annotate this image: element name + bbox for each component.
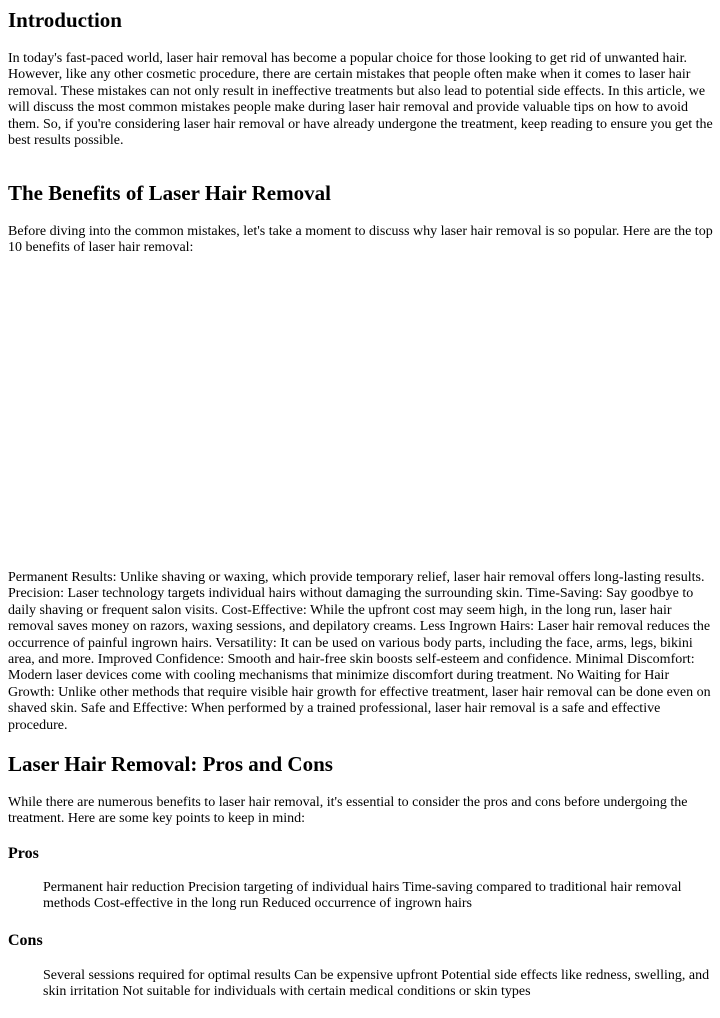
benefits-heading: The Benefits of Laser Hair Removal (8, 181, 331, 205)
benefits-intro-paragraph: Before diving into the common mistakes, let's take a moment to discuss why laser hair removal is so popular. Here are the top 10 benefits of laser hair removal: (8, 224, 713, 256)
pros-cons-heading: Laser Hair Removal: Pros and Cons (8, 752, 333, 776)
introduction-paragraph: In today's fast-paced world, laser hair removal has become a popular choice for those looking to get rid of unwanted hair. However, like any other cosmetic procedure, there are certain mistakes that people often make when it comes to laser hair removal. These mistakes can not only result in ineffective treatments but also lead to potential side effects. In this article, we will discuss the most common mistakes people make during laser hair removal and provide valuable tips on how to avoid them. So, if you're considering laser hair removal or have already undergone the treatment, keep reading to ensure you get the best results possible. (8, 51, 713, 149)
pros-list: Permanent hair reduction Precision targeting of individual hairs Time-saving compared to traditional hair removal methods Cost-effective in the long run Reduced occurrence of ingrown hairs (43, 880, 682, 912)
pros-heading: Pros (8, 845, 39, 862)
blank-image-area (8, 262, 712, 567)
cons-list: Several sessions required for optimal results Can be expensive upfront Potential side effects like redness, swelling, and skin irritation Not suitable for individuals with certain medical conditions or skin types (43, 968, 710, 1000)
benefits-list-paragraph: Permanent Results: Unlike shaving or waxing, which provide temporary relief, laser hair removal offers long-lasting results. Precision: Laser technology targets individual hairs without damaging the surrounding skin. Time-Saving: Say goodbye to daily shaving or frequent salon visits. Cost-Effective: While the upfront cost may seem high, in the long run, laser hair removal saves money on razors, waxing sessions, and depilatory creams. Less Ingrown Hairs: Laser hair removal reduces the occurrence of painful ingrown hairs. Versatility: It can be used on various body parts, including the face, arms, legs, bikini area, and more. Improved Confidence: Smooth and hair-free skin boosts self-esteem and confidence. Minimal Discomfort: Modern laser devices come with cooling mechanisms that minimize discomfort during treatment. No Waiting for Hair Growth: Unlike other methods that require visible hair growth for effective treatment, laser hair removal can be done even on shaved skin. Safe and Effective: When performed by a trained professional, laser hair removal is a safe and effective procedure. (8, 570, 711, 733)
cons-heading: Cons (8, 932, 43, 949)
introduction-heading: Introduction (8, 8, 122, 32)
pros-cons-intro-paragraph: While there are numerous benefits to laser hair removal, it's essential to consider the pros and cons before undergoing the treatment. Here are some key points to keep in mind: (8, 795, 688, 827)
